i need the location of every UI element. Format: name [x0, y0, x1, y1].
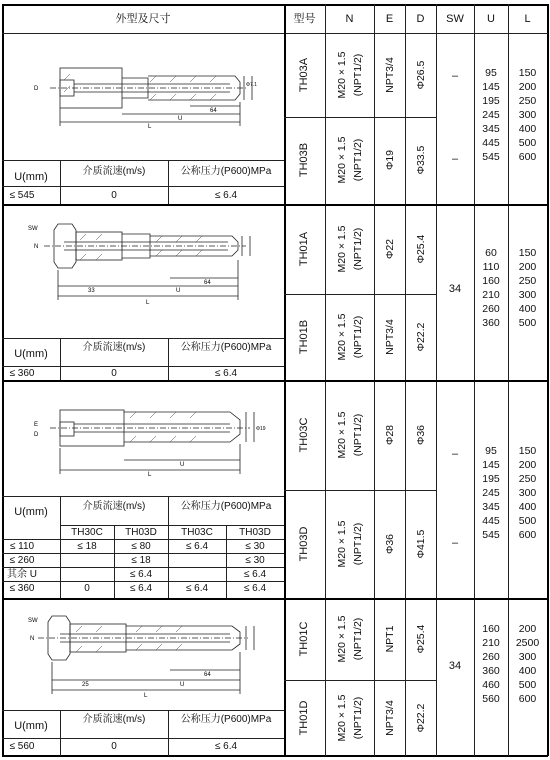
table-row-u: ≤ 110 — [9, 541, 35, 552]
drawing-th01c-d — [20, 612, 270, 698]
svg-text:D: D — [34, 432, 39, 438]
svg-text:D: D — [34, 86, 39, 92]
sub-col-th30c: TH30C — [71, 527, 103, 538]
sub-u-header: U(mm) — [14, 506, 48, 518]
svg-text:L: L — [146, 300, 150, 306]
sub-pressure-header: 公称压力(P600)MPa — [180, 342, 272, 353]
table-cell: ≤ 6.4 — [243, 569, 267, 580]
table-row-u: 其余 U — [7, 569, 37, 580]
svg-text:SW: SW — [28, 618, 38, 624]
u-values: 60 110 160 210 260 360 — [482, 247, 500, 329]
e-value: NPT3/4 — [384, 57, 396, 93]
svg-text:Φ19: Φ19 — [256, 426, 266, 432]
svg-text:SW: SW — [28, 226, 38, 232]
svg-text:N: N — [30, 636, 35, 642]
e-value: Φ36 — [384, 533, 396, 555]
d-value: Φ26.5 — [415, 60, 427, 90]
header-n: N — [345, 13, 354, 25]
n-line1: M20 × 1.5 — [336, 313, 348, 361]
sub-col-th03d-2: TH03D — [239, 527, 271, 538]
sub-u-header: U(mm) — [14, 348, 48, 360]
header-shape: 外型及尺寸 — [115, 13, 171, 25]
sub-pressure-header: 公称压力(P600)MPa — [180, 501, 272, 512]
n-line1: M20 × 1.5 — [336, 520, 348, 568]
table-cell: 0 — [84, 583, 90, 594]
drawing-th03a-b — [30, 62, 260, 142]
header-l: L — [524, 13, 531, 25]
svg-text:25: 25 — [82, 682, 89, 688]
row-speed: 0 — [111, 190, 117, 201]
model-th03b: TH03B — [298, 142, 310, 178]
table-cell: ≤ 18 — [131, 555, 151, 566]
header-u: U — [487, 13, 495, 25]
model-th01a: TH01A — [298, 231, 310, 267]
sw-value: 34 — [448, 660, 462, 672]
svg-text:U: U — [180, 682, 185, 688]
model-th03a: TH03A — [298, 57, 310, 93]
table-cell: ≤ 30 — [245, 541, 265, 552]
row-pressure: ≤ 6.4 — [214, 741, 238, 752]
svg-text:L: L — [144, 693, 148, 699]
l-values: 200 2500 300 400 500 600 — [515, 623, 540, 705]
e-value: NPT3/4 — [384, 700, 396, 736]
svg-text:33: 33 — [88, 288, 95, 294]
table-cell: ≤ 6.4 — [243, 583, 267, 594]
d-value: Φ22.2 — [415, 322, 427, 352]
svg-text:N: N — [34, 244, 39, 250]
svg-text:Φ7.1: Φ7.1 — [246, 82, 257, 88]
n-line2: (NPT1/2) — [352, 522, 364, 566]
table-cell: ≤ 80 — [131, 541, 151, 552]
model-th03d: TH03D — [298, 526, 310, 562]
d-value: Φ36 — [415, 424, 427, 446]
n-line1: M20 × 1.5 — [336, 225, 348, 273]
sw-value: – — [451, 448, 459, 460]
model-th01b: TH01B — [298, 319, 310, 355]
table-cell: ≤ 6.4 — [185, 583, 209, 594]
sub-speed-header: 介质流速(m/s) — [82, 342, 146, 353]
sw-value: – — [451, 70, 459, 82]
n-line1: M20 × 1.5 — [336, 411, 348, 459]
n-line1: M20 × 1.5 — [336, 51, 348, 99]
row-u: ≤ 560 — [9, 741, 35, 752]
d-value: Φ22.2 — [415, 703, 427, 733]
sub-col-th03c: TH03C — [181, 527, 213, 538]
sub-pressure-header: 公称压力(P600)MPa — [180, 166, 272, 177]
sub-speed-header: 介质流速(m/s) — [82, 714, 146, 725]
svg-text:64: 64 — [204, 672, 211, 678]
drawing-th01a-b — [20, 220, 260, 310]
svg-text:L: L — [148, 124, 152, 130]
e-value: Φ28 — [384, 424, 396, 446]
sub-speed-header: 介质流速(m/s) — [82, 501, 146, 512]
d-value: Φ25.4 — [415, 624, 427, 654]
row-pressure: ≤ 6.4 — [214, 190, 238, 201]
drawing-th03c-d — [30, 400, 270, 480]
sub-pressure-header: 公称压力(P600)MPa — [180, 714, 272, 725]
svg-text:U: U — [178, 116, 183, 122]
l-values: 150 200 250 300 400 500 600 — [518, 445, 537, 541]
svg-text:64: 64 — [210, 108, 217, 114]
row-pressure: ≤ 6.4 — [214, 368, 238, 379]
sub-u-header: U(mm) — [14, 720, 48, 732]
d-value: Φ41.5 — [415, 529, 427, 559]
sub-u-header: U(mm) — [14, 171, 48, 183]
row-u: ≤ 360 — [9, 368, 35, 379]
l-values: 150 200 250 300 400 500 600 — [518, 67, 537, 163]
svg-text:U: U — [176, 288, 181, 294]
model-th03c: TH03C — [298, 417, 310, 453]
svg-text:L: L — [148, 472, 152, 478]
svg-text:64: 64 — [204, 280, 211, 286]
n-line1: M20 × 1.5 — [336, 694, 348, 742]
table-cell: ≤ 6.4 — [185, 541, 209, 552]
svg-text:U: U — [180, 462, 185, 468]
d-value: Φ25.4 — [415, 234, 427, 264]
u-values: 95 145 195 245 345 445 545 — [482, 67, 500, 163]
e-value: Φ19 — [384, 149, 396, 171]
e-value: NPT1 — [384, 625, 396, 653]
svg-text:E: E — [34, 422, 39, 428]
header-sw: SW — [446, 13, 464, 25]
model-th01c: TH01C — [298, 621, 310, 657]
header-d: D — [416, 13, 425, 25]
n-line2: (NPT1/2) — [352, 138, 364, 182]
header-e: E — [385, 13, 394, 25]
sub-speed-header: 介质流速(m/s) — [82, 166, 146, 177]
n-line2: (NPT1/2) — [352, 315, 364, 359]
l-values: 150 200 250 300 400 500 — [518, 247, 537, 329]
sub-col-th03d: TH03D — [125, 527, 157, 538]
table-row-u: ≤ 360 — [9, 583, 35, 594]
n-line2: (NPT1/2) — [352, 53, 364, 97]
table-cell: ≤ 6.4 — [129, 569, 153, 580]
header-model: 型号 — [293, 13, 316, 25]
n-line2: (NPT1/2) — [352, 617, 364, 661]
row-speed: 0 — [111, 368, 117, 379]
n-line2: (NPT1/2) — [352, 227, 364, 271]
table-cell: ≤ 18 — [77, 541, 97, 552]
sw-value: 34 — [448, 283, 462, 295]
row-speed: 0 — [111, 741, 117, 752]
n-line1: M20 × 1.5 — [336, 615, 348, 663]
row-u: ≤ 545 — [9, 190, 35, 201]
u-values: 95 145 195 245 345 445 545 — [482, 445, 500, 541]
e-value: NPT3/4 — [384, 319, 396, 355]
n-line2: (NPT1/2) — [352, 413, 364, 457]
n-line2: (NPT1/2) — [352, 696, 364, 740]
table-cell: ≤ 30 — [245, 555, 265, 566]
table-row-u: ≤ 260 — [9, 555, 35, 566]
n-line1: M20 × 1.5 — [336, 136, 348, 184]
sw-value: – — [451, 153, 459, 165]
sw-value: – — [451, 537, 459, 549]
e-value: Φ22 — [384, 238, 396, 260]
table-cell: ≤ 6.4 — [129, 583, 153, 594]
model-th01d: TH01D — [298, 700, 310, 736]
u-values: 160 210 260 360 460 560 — [482, 623, 500, 705]
d-value: Φ33.5 — [415, 145, 427, 175]
